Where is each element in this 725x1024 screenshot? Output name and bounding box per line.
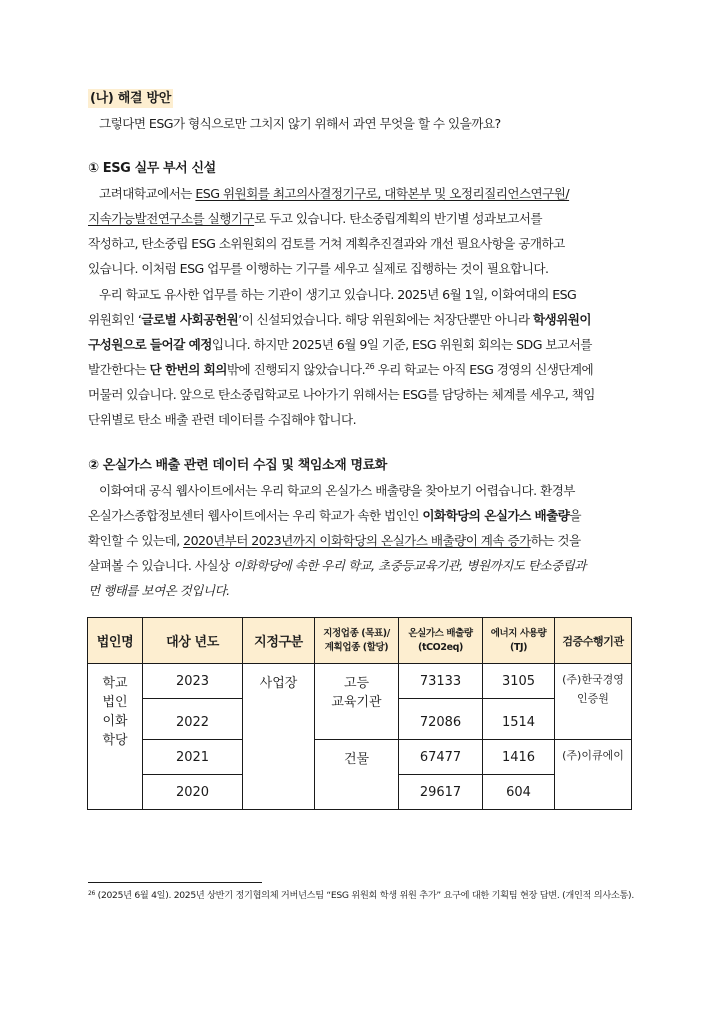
text: 학당: [102, 733, 128, 748]
text: 교육기관: [331, 695, 382, 710]
cell-energy: 1416: [483, 740, 555, 775]
header-line: (tCO2eq): [418, 641, 463, 653]
table-row: [88, 740, 632, 775]
cell-emissions: 67477: [399, 740, 483, 775]
paragraph-line: 이화여대 공식 웹사이트에서는 우리 학교의 온실가스 배출량을 찾아보기 어렵습니다. 환경부: [99, 483, 575, 498]
subsection-title-1: ① ESG 실무 부서 신설: [88, 161, 216, 176]
header-industry: [315, 618, 399, 664]
text: 입니다. 하지만 2025년 6월 9일 기준, ESG 위원회 회의는 SDG 보고서를: [211, 337, 592, 352]
text: 학교: [102, 676, 128, 691]
header-line: 계획업종 (할당): [324, 641, 389, 653]
paragraph-line: 단위별로 탄소 배출 관련 데이터를 수집해야 합니다.: [88, 412, 357, 427]
header-target-year: 대상 년도: [143, 618, 243, 664]
text: 위원회인 ‘: [88, 312, 142, 327]
text: 고려대학교에서는: [99, 186, 196, 201]
text: 로 두고 있습니다. 탄소중립계획의 반기별 성과보고서를: [254, 211, 542, 226]
paragraph-line: 우리 학교도 유사한 업무를 하는 기관이 생기고 있습니다. 2025년 6월 1일, 이화여대의 ESG: [99, 287, 577, 302]
text: 고등: [343, 676, 370, 691]
text: (주)한국경영: [562, 673, 624, 686]
cell-year: 2020: [143, 775, 243, 810]
cell-year: 2022: [143, 699, 243, 740]
paragraph-line: [88, 311, 591, 328]
bold-text: 학생위원이: [532, 312, 592, 327]
cell-energy: 604: [483, 775, 555, 810]
footnote-divider: [88, 882, 262, 883]
cell-industry: [315, 664, 399, 740]
cell-verifier: [555, 664, 632, 740]
text: 인증원: [577, 692, 609, 705]
header-verifier: 검증수행기관: [555, 618, 632, 664]
header-corp-name: 법인명: [88, 618, 143, 664]
cell-designation: 사업장: [243, 664, 315, 810]
bold-text: 구성원으로 들어갈 예정: [88, 337, 212, 352]
header-emissions: [399, 618, 483, 664]
header-designation: 지정구분: [243, 618, 315, 664]
cell-emissions: 29617: [399, 775, 483, 810]
paragraph-line: [88, 507, 581, 524]
paragraph-line: [88, 557, 586, 574]
paragraph-line: [88, 582, 230, 599]
text: 살펴볼 수 있습니다. 사실상: [88, 558, 234, 573]
text: 밖에 진행되지 않았습니다.: [226, 362, 366, 377]
paragraph-line: 머물러 있습니다. 앞으로 탄소중립학교로 나아가기 위해서는 ESG를 담당하는 체계를 세우고, 책임: [88, 387, 595, 402]
paragraph-line: 작성하고, 탄소중립 ESG 소위원회의 검토를 거쳐 계획추진결과와 개선 필요사항을 공개하고: [88, 236, 565, 251]
header-line: 온실가스 배출량: [408, 627, 473, 639]
paragraph-line: [88, 210, 542, 227]
text: 발간한다는: [88, 362, 150, 377]
paragraph-line: [88, 336, 592, 353]
underlined-text: ESG 위원회를 최고의사결정기구로, 대학본부 및 오정리질리언스연구원/: [195, 186, 570, 201]
text: 우리 학교는 아직 ESG 경영의 신생단계에: [374, 362, 594, 377]
text: 을: [569, 508, 582, 523]
text: 이화: [102, 714, 128, 729]
footnote-text: (2025년 6월 4일). 2025년 상반기 정기협의체 거버넌스팀 “ESG 위원회 학생 위원 추가” 요구에 대한 기획팀 현장 답변. (개인적 의사소통).: [95, 890, 634, 901]
cell-energy: 1514: [483, 699, 555, 740]
table-header-row: [88, 618, 632, 664]
cell-energy: 3105: [483, 664, 555, 699]
header-line: 에너지 사용량: [490, 627, 547, 639]
text: 확인할 수 있는데,: [88, 533, 184, 548]
footnote: [88, 889, 648, 902]
underlined-text: 2020년부터 2023년까지 이화학당의 온실가스 배출량이 계속 증가: [183, 533, 531, 548]
italic-text: 먼 행태를 보여온 것입니다.: [88, 583, 230, 598]
cell-year: 2021: [143, 740, 243, 775]
cell-emissions: 73133: [399, 664, 483, 699]
footnote-ref[interactable]: 26: [365, 362, 375, 371]
text: ’이 신설되었습니다. 해당 위원회에는 처장단뿐만 아니라: [238, 312, 533, 327]
footnote-number: 26: [88, 890, 96, 897]
cell-verifier: (주)이큐에이: [555, 740, 632, 810]
header-energy: [483, 618, 555, 664]
cell-industry: 건물: [315, 740, 399, 810]
paragraph-line: 있습니다. 이처럼 ESG 업무를 이행하는 기구를 세우고 실제로 집행하는 것이 필요합니다.: [88, 261, 549, 276]
cell-corp-name: [88, 664, 143, 810]
cell-year: 2023: [143, 664, 243, 699]
section-title: (나) 해결 방안: [90, 91, 172, 106]
emissions-table: [87, 617, 632, 810]
text: 법인: [102, 695, 128, 710]
underlined-text: 지속가능발전연구소를 실행기구: [88, 211, 255, 226]
paragraph-line: [88, 361, 593, 378]
bold-text: 이화학당의 온실가스 배출량: [422, 508, 570, 523]
paragraph-line: [99, 185, 569, 202]
italic-text: 이화학당에 속한 우리 학교, 초중등교육기관, 병원까지도 탄소중립과: [233, 558, 586, 573]
intro-question: 그렇다면 ESG가 형식으로만 그치지 않기 위해서 과연 무엇을 할 수 있을까요?: [99, 116, 501, 131]
table-row: [88, 664, 632, 699]
text: 하는 것을: [530, 533, 581, 548]
bold-text: 단 한번의 회의: [149, 362, 227, 377]
text: 온실가스종합정보센터 웹사이트에서는 우리 학교가 속한 법인인: [88, 508, 423, 523]
header-line: (TJ): [509, 641, 528, 653]
subsection-title-2: ② 온실가스 배출 관련 데이터 수집 및 책임소재 명료화: [88, 458, 387, 473]
cell-emissions: 72086: [399, 699, 483, 740]
header-line: 지정업종 (목표)/: [323, 627, 390, 639]
bold-text: 글로벌 사회공헌원: [141, 312, 239, 327]
paragraph-line: [88, 532, 581, 549]
